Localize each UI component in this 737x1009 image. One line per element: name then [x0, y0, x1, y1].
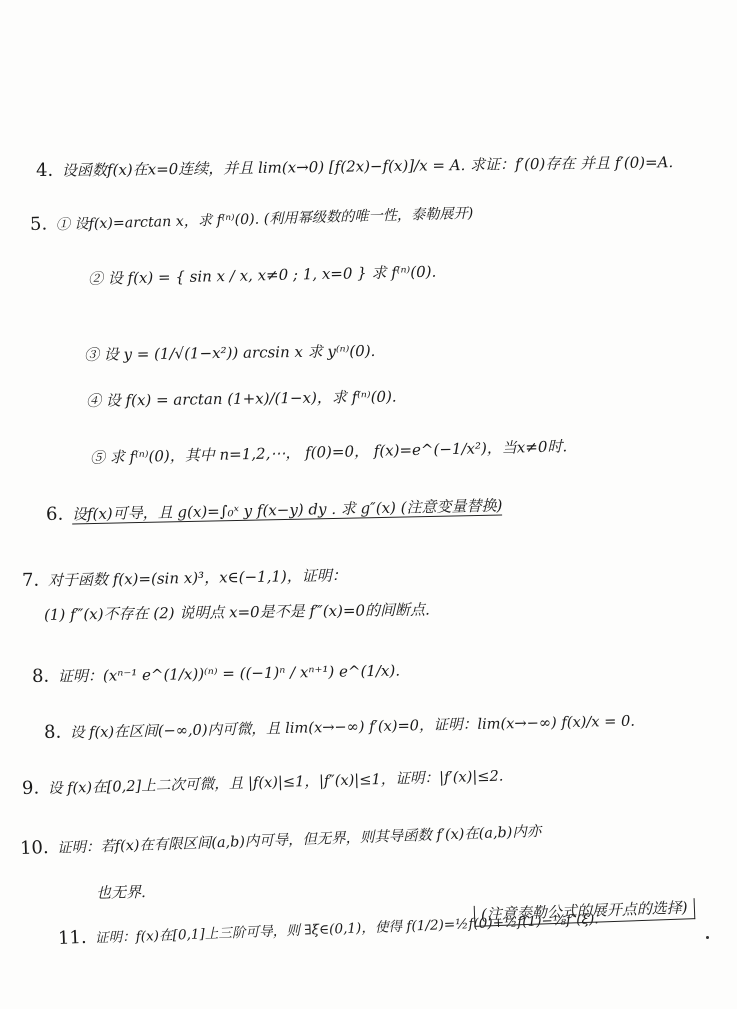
problem-number: 9. [21, 777, 40, 799]
problem-8a [32, 660, 400, 687]
problem-10 [20, 820, 542, 859]
problem-text: ④ 设 f(x) = arctan (1+x)/(1−x)，求 f⁽ⁿ⁾(0). [85, 387, 397, 410]
problem-number [86, 447, 87, 468]
problem-text: ⑤ 求 f⁽ⁿ⁾(0)，其中 n=1,2,⋯， f(0)=0， f(x)=e^(−1/x²)，当x≠0时. [89, 437, 568, 467]
problem-8b [44, 710, 635, 743]
problem-11-hint [470, 896, 695, 925]
problem-5-1 [30, 202, 474, 235]
problem-text: 对于函数 f(x)=(sin x)³，x∈(−1,1)，证明： [47, 566, 347, 590]
problem-text: 证明：f(x)在[0,1]上三阶可导，则 ∃ξ∈(0,1)，使得 f(1/2)=½f(0)+½f(1)−⅛f″(ξ). [94, 911, 599, 947]
problem-5-5 [86, 435, 568, 468]
problem-4 [36, 151, 673, 181]
problem-number: 11. [57, 926, 88, 949]
problem-10-cont [92, 881, 146, 903]
problem-number [470, 904, 471, 925]
problem-5-4 [82, 386, 397, 411]
problem-number: 6. [45, 503, 64, 525]
ink-speck [706, 936, 709, 939]
problem-text: ① 设f(x)=arctan x，求 f⁽ⁿ⁾(0). (利用幂级数的唯一性，泰勒展开) [55, 205, 474, 234]
problem-5-3 [80, 340, 376, 365]
problem-text: 证明：若f(x)在有限区间(a,b)内可导，但无界，则其导函数 f′(x)在(a,b)内亦 [56, 823, 542, 857]
problem-9 [22, 765, 504, 799]
problem-text: 设函数f(x)在x=0连续，并且 lim(x→0) [f(2x)−f(x)]/x = A. 求证：f′(0)存在 并且 f′(0)=A. [61, 153, 674, 180]
problem-6 [46, 494, 503, 525]
problem-text: 证明：(xⁿ⁻¹ e^(1/x))⁽ⁿ⁾ = ((−1)ⁿ / xⁿ⁺¹) e^(1/x). [57, 661, 401, 686]
problem-7 [22, 564, 347, 591]
problem-text: 设f(x)可导，且 g(x)=∫₀ˣ y f(x−y) dy . 求 g″(x) (注意变量替换) [71, 496, 503, 524]
problem-number: 5. [29, 213, 48, 235]
problem-number: 8. [43, 721, 62, 743]
problem-text: 也无界. [95, 883, 146, 902]
problem-text: 设 f(x)在[0,2]上二次可微，且 |f(x)|≤1，|f″(x)|≤1，证明：|f′(x)|≤2. [47, 767, 504, 798]
problem-5-2 [84, 261, 437, 289]
problem-text: (注意泰勒公式的展开点的选择) [474, 898, 695, 927]
problem-text: ② 设 f(x) = { sin x / x, x≠0 ; 1, x=0 } 求 f⁽ⁿ⁾(0). [87, 262, 437, 288]
problem-number: 8. [31, 665, 50, 687]
problem-text: 设 f(x)在区间(−∞,0)内可微，且 lim(x→−∞) f′(x)=0，证明：lim(x→−∞) f(x)/x = 0. [69, 712, 636, 742]
problem-number: 4. [35, 159, 54, 181]
problem-7-parts [40, 599, 430, 625]
problem-text: ③ 设 y = (1/√(1−x²)) arcsin x 求 y⁽ⁿ⁾(0). [83, 341, 376, 364]
problem-text: (1) f‴(x)不存在 (2) 说明点 x=0是不是 f‴(x)=0的间断点. [43, 600, 430, 624]
problem-number: 10. [19, 837, 49, 859]
problem-number: 7. [21, 569, 40, 591]
